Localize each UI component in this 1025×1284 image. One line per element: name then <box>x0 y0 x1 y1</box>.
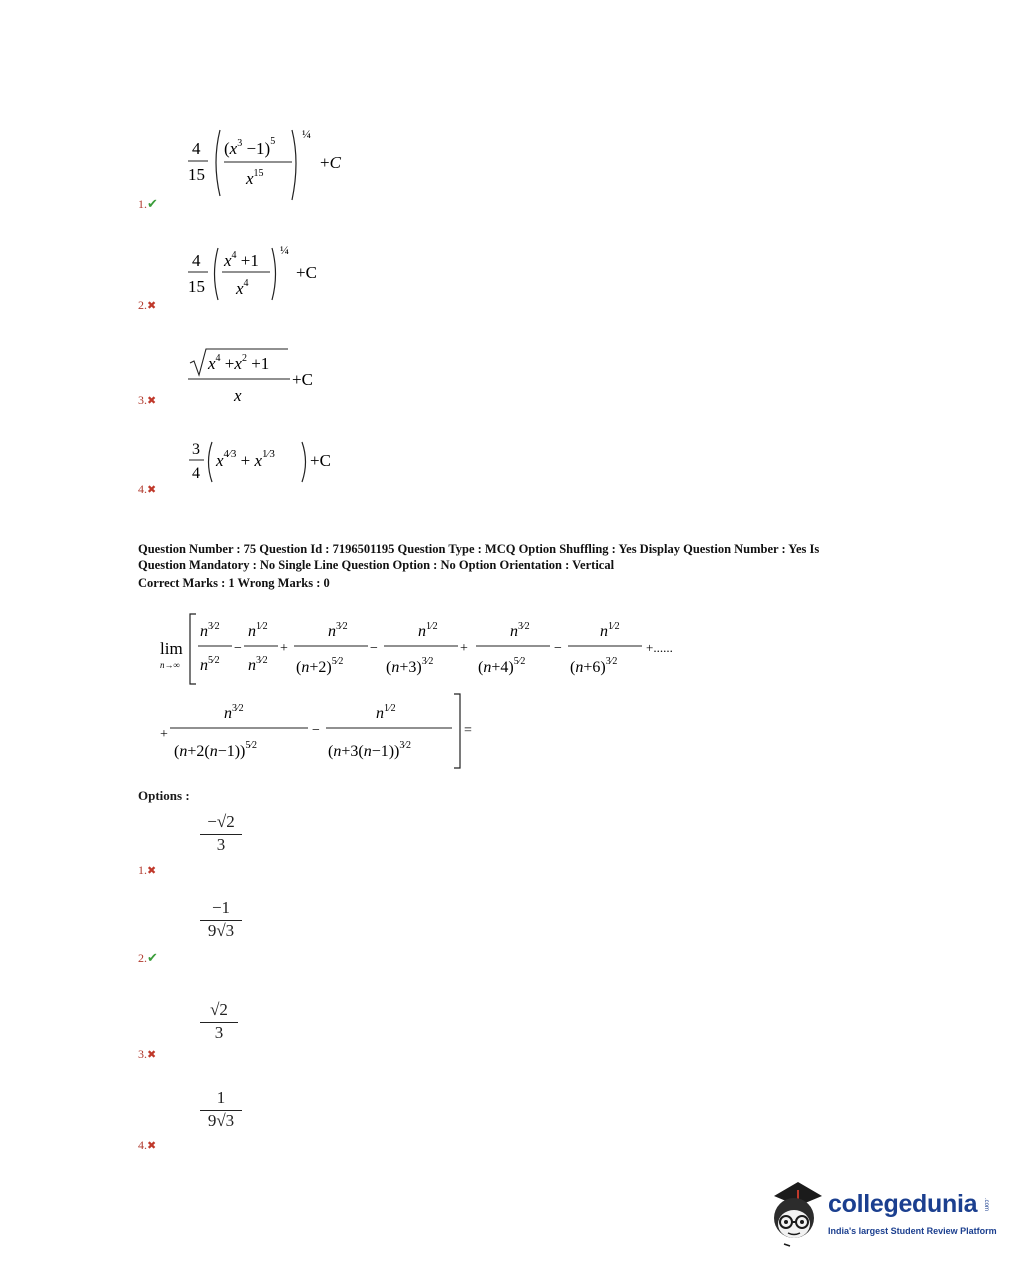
svg-text:4: 4 <box>192 139 201 158</box>
option-1-numerator: −√2 <box>207 812 235 831</box>
option-2-denominator: 9√3 <box>207 921 235 940</box>
svg-text:x15: $x^{15}$ <box>246 168 264 188</box>
svg-text:(n+2)5⁄2: $(n+2)^{5⁄2}$ <box>296 656 344 676</box>
cross-icon: ✖ <box>147 1140 157 1152</box>
cross-icon: ✖ <box>147 1049 157 1061</box>
svg-text:x4 +x2 +1: $x^4 +x^2 +1$ <box>208 353 270 373</box>
svg-text:x4⁄3 + x1⁄3: $x^{4⁄3} + x^{1⁄3}$ <box>216 448 275 470</box>
svg-text:+: + <box>460 641 468 656</box>
question-meta-line-1: Question Number : 75 Question Id : 7196501195 Question Type : MCQ Option Shuffling : Yes Display Question Number : Yes Is <box>138 542 820 556</box>
svg-text:n3⁄2: $n^{3⁄2}$ <box>328 621 348 640</box>
option-1-number: 1.✖ <box>138 863 157 877</box>
svg-text:(n+2(n−1))5⁄2: $(n+2(n-1))^{5⁄2}$ <box>174 740 258 760</box>
option-4-denominator: 9√3 <box>207 1111 235 1130</box>
svg-text:n3⁄2: $n^{3⁄2}$ <box>224 703 244 722</box>
prev-option-1-formula <box>186 118 366 206</box>
svg-text:(x3 −1)5: $(x^3 -1)^5$ <box>224 136 276 158</box>
svg-text:¼: ¼ <box>280 243 289 257</box>
svg-text:n1⁄2: $n^{1⁄2}$ <box>418 621 438 640</box>
prev-option-3-formula <box>186 345 346 407</box>
svg-text:+: + <box>160 727 168 742</box>
svg-text:(n+6)3⁄2: $(n+6)^{3⁄2}$ <box>570 656 618 676</box>
svg-text:15: 15 <box>188 277 205 296</box>
svg-text:−: − <box>370 641 378 656</box>
cross-icon: ✖ <box>147 865 157 877</box>
svg-text:n1⁄2: $n^{1⁄2}$ <box>600 621 620 640</box>
svg-text:x4: $x^4$ <box>236 278 249 298</box>
svg-text:x4 +1: $x^4 +1$ <box>224 250 259 270</box>
svg-text:+C: +C <box>292 370 313 389</box>
option-1-denominator: 3 <box>216 835 226 854</box>
option-4-number: 4.✖ <box>138 1138 157 1152</box>
svg-text:¼: ¼ <box>302 127 311 141</box>
svg-text:n5⁄2: $n^{5⁄2}$ <box>200 655 220 674</box>
logo-wordmark: collegedunia <box>828 1190 978 1218</box>
prev-option-2-formula <box>186 240 346 304</box>
question-expression <box>140 606 700 778</box>
svg-text:−: − <box>312 723 320 738</box>
svg-text:(n+3(n−1))3⁄2: $(n+3(n-1))^{3⁄2}$ <box>328 740 412 760</box>
prev-option-4-expression <box>186 436 356 488</box>
question-meta-line-2: Question Mandatory : No Single Line Question Option : No Option Orientation : Vertical <box>138 558 615 572</box>
collegedunia-logo <box>764 1176 1000 1250</box>
svg-text:n3⁄2: $n^{3⁄2}$ <box>248 655 268 674</box>
check-icon: ✔ <box>147 196 158 211</box>
question-meta-line-3: Correct Marks : 1 Wrong Marks : 0 <box>138 576 330 590</box>
svg-text:−: − <box>554 641 562 656</box>
svg-text:n1⁄2: $n^{1⁄2}$ <box>248 621 268 640</box>
svg-text:(n+4)5⁄2: $(n+4)^{5⁄2}$ <box>478 656 526 676</box>
svg-text:+: + <box>280 641 288 656</box>
option-3-fraction <box>196 1000 242 1043</box>
svg-text:n3⁄2: $n^{3⁄2}$ <box>510 621 530 640</box>
svg-text:+C: +C <box>320 153 341 172</box>
option-2-numerator: −1 <box>211 898 231 917</box>
logo-tagline: India's largest Student Review Platform <box>828 1226 997 1236</box>
svg-text:n→∞: n→∞ <box>160 660 180 670</box>
option-2-fraction <box>196 898 246 941</box>
cross-icon: ✖ <box>147 484 157 496</box>
option-4-numerator: 1 <box>216 1088 226 1107</box>
option-2-number: 2.✔ <box>138 950 158 965</box>
svg-text:+......: +...... <box>646 640 673 655</box>
svg-text:3: 3 <box>192 441 200 458</box>
svg-text:+C: +C <box>296 263 317 282</box>
svg-text:(n+3)3⁄2: $(n+3)^{3⁄2}$ <box>386 656 434 676</box>
svg-text:n1⁄2: $n^{1⁄2}$ <box>376 703 396 722</box>
svg-text:+C: +C <box>310 451 331 470</box>
prev-option-1-expression <box>186 118 366 206</box>
svg-text:x: x <box>234 386 242 405</box>
svg-text:4: 4 <box>192 251 201 270</box>
option-3-denominator: 3 <box>214 1023 224 1042</box>
option-4-fraction <box>196 1088 246 1131</box>
mascot-icon <box>764 1176 826 1248</box>
prev-option-3-number: 3.✖ <box>138 393 157 407</box>
option-3-numerator: √2 <box>210 1000 228 1019</box>
prev-option-3-expression <box>186 345 346 407</box>
prev-option-4-number: 4.✖ <box>138 482 157 496</box>
question-meta <box>138 541 998 591</box>
option-1-fraction <box>196 812 246 855</box>
svg-text:15: 15 <box>188 165 205 184</box>
prev-option-2-expression <box>186 240 346 304</box>
prev-option-4-formula <box>186 436 356 488</box>
check-icon: ✔ <box>147 950 158 965</box>
cross-icon: ✖ <box>147 300 157 312</box>
svg-text:4: 4 <box>192 465 200 482</box>
svg-text:=: = <box>464 723 472 738</box>
prev-option-1-number: 1.✔ <box>138 196 158 211</box>
svg-text:n3⁄2: $n^{3⁄2}$ <box>200 621 220 640</box>
options-label: Options : <box>138 788 190 803</box>
question-formula <box>140 606 700 778</box>
svg-text:−: − <box>234 641 242 656</box>
prev-option-2-number: 2.✖ <box>138 298 157 312</box>
cross-icon: ✖ <box>147 395 157 407</box>
option-3-number: 3.✖ <box>138 1047 157 1061</box>
logo-suffix: .com <box>983 1198 989 1212</box>
svg-text:lim: lim <box>160 639 183 658</box>
